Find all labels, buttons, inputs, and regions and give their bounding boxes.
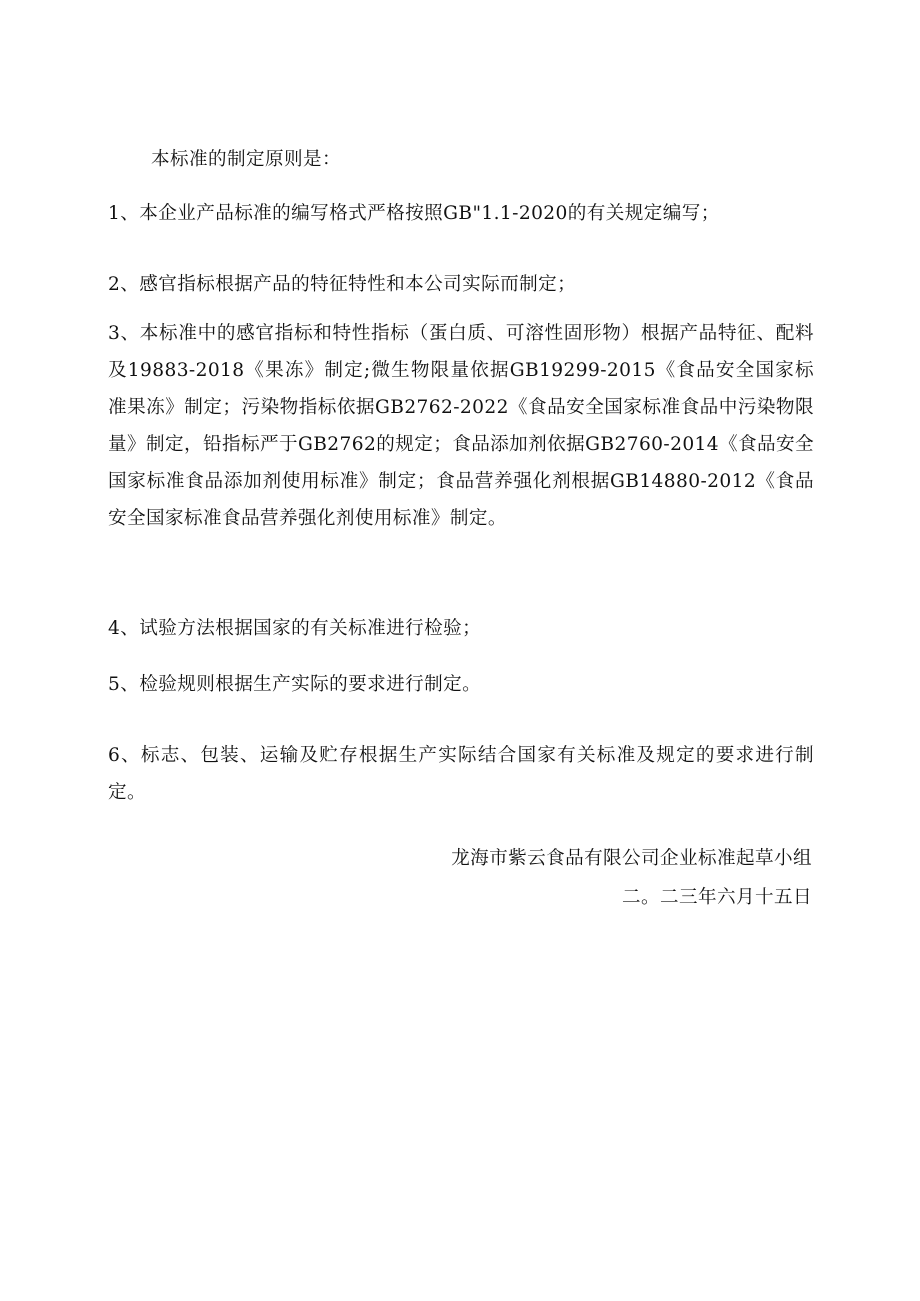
signature-date: 二。二三年六月十五日 bbox=[622, 887, 812, 908]
principle-item-3: 3、本标准中的感官指标和特性指标（蛋白质、可溶性固形物）根据产品特征、配料及19883-2018《果冻》制定;微生物限量依据GB19299-2015《食品安全国家标准果冻》制定；污染物指标依据GB2762-2022《食品安全国家标准食品中污染物限量》制定，铅指标严于GB2762的规定；食品添加剂依据GB2760-2014《食品安全国家标准食品添加剂使用标准》制定；食品营养强化剂根据GB14880-2012《食品安全国家标准食品营养强化剂使用标准》制定。 bbox=[108, 323, 814, 529]
intro-text: 本标准的制定原则是： bbox=[151, 149, 341, 170]
principle-item-1: 1、本企业产品标准的编写格式严格按照GB"1.1-2020的有关规定编写； bbox=[108, 203, 720, 224]
principle-item-2: 2、感官指标根据产品的特征特性和本公司实际而制定； bbox=[108, 274, 577, 295]
principle-item-4: 4、试验方法根据国家的有关标准进行检验； bbox=[108, 618, 482, 639]
principle-item-5: 5、检验规则根据生产实际的要求进行制定。 bbox=[108, 674, 482, 695]
principle-item-6: 6、标志、包装、运输及贮存根据生产实际结合国家有关标准及规定的要求进行制定。 bbox=[108, 745, 814, 803]
signature-organization: 龙海市紫云食品有限公司企业标准起草小组 bbox=[451, 848, 812, 869]
